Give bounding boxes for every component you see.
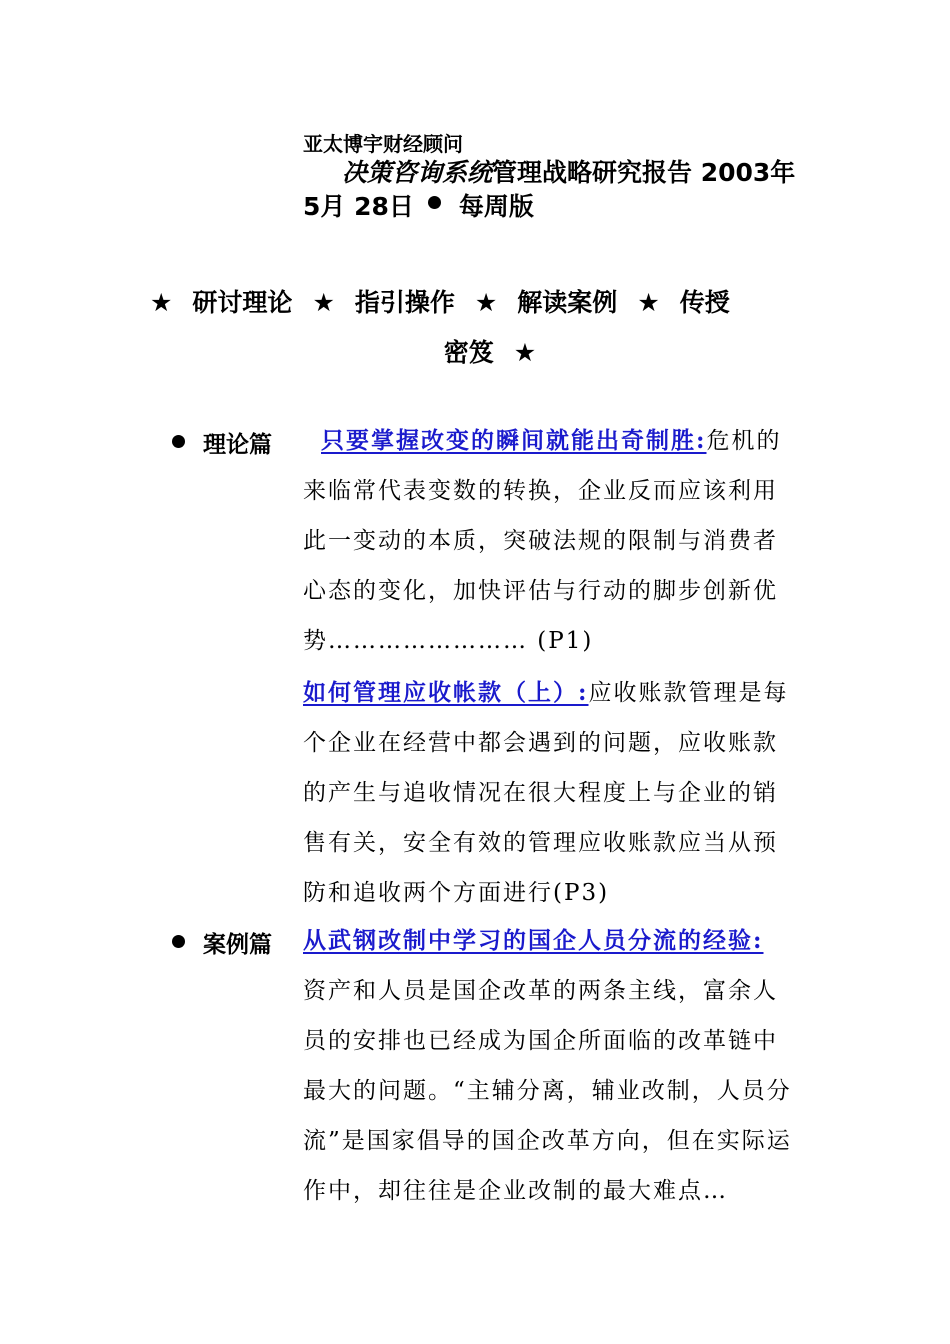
motto-item: 解读案例 [517, 288, 618, 317]
article-link[interactable]: 如何管理应收帐款（上）: [303, 679, 589, 706]
motto-item: 密笈 [443, 338, 494, 367]
article-2 [303, 668, 793, 918]
edition: 每周版 [458, 192, 534, 221]
star-icon: ★ [150, 288, 173, 317]
section-label-case [172, 926, 272, 959]
motto-line-2 [150, 328, 810, 378]
motto-item: 传授 [679, 288, 730, 317]
section-label: 理论篇 [203, 431, 272, 458]
article-summary: 资产和人员是国企改革的两条主线，富余人员的安排也已经成为国企所面临的改革链中最大的问题。“主辅分离，辅业改制，人员分流”是国家倡导的国企改革方向，但在实际运作中，却往往是企业改制的最大难点… [303, 978, 792, 1204]
report-date-line [303, 187, 534, 223]
publisher: 亚太博宇财经顾问 [303, 132, 463, 156]
motto-item: 研讨理论 [192, 288, 293, 317]
motto-block [150, 278, 810, 378]
article-1 [303, 416, 793, 666]
report-date: 5月 28日 [303, 192, 414, 221]
article-summary: 危机的来临常代表变数的转换，企业反而应该利用此一变动的本质，突破法规的限制与消费者心态的变化，加快评估与行动的脚步创新优势…………………… (P1) [303, 428, 782, 654]
article-link[interactable]: 只要掌握改变的瞬间就能出奇制胜: [321, 427, 707, 454]
bullet-dot-icon [428, 196, 441, 209]
star-icon: ★ [513, 338, 537, 367]
bullet-dot-icon [172, 935, 185, 948]
motto-item: 指引操作 [354, 288, 455, 317]
motto-line-1 [150, 278, 810, 328]
article-summary: 应收账款管理是每个企业在经营中都会遇到的问题，应收账款的产生与追收情况在很大程度上与企业的销售有关，安全有效的管理应收账款应当从预防和追收两个方面进行(P3) [303, 680, 789, 906]
article-link[interactable]: 从武钢改制中学习的国企人员分流的经验: [303, 927, 764, 954]
star-icon: ★ [312, 288, 335, 317]
star-icon: ★ [474, 288, 498, 317]
section-label-theory [172, 426, 272, 459]
article-3 [303, 916, 793, 1216]
title-system-name: 决策咨询系统 [342, 158, 493, 187]
section-label: 案例篇 [203, 931, 272, 958]
report-title [342, 153, 795, 189]
star-icon: ★ [637, 288, 660, 317]
bullet-dot-icon [172, 435, 185, 448]
title-rest: 管理战略研究报告 2003年 [492, 158, 796, 187]
